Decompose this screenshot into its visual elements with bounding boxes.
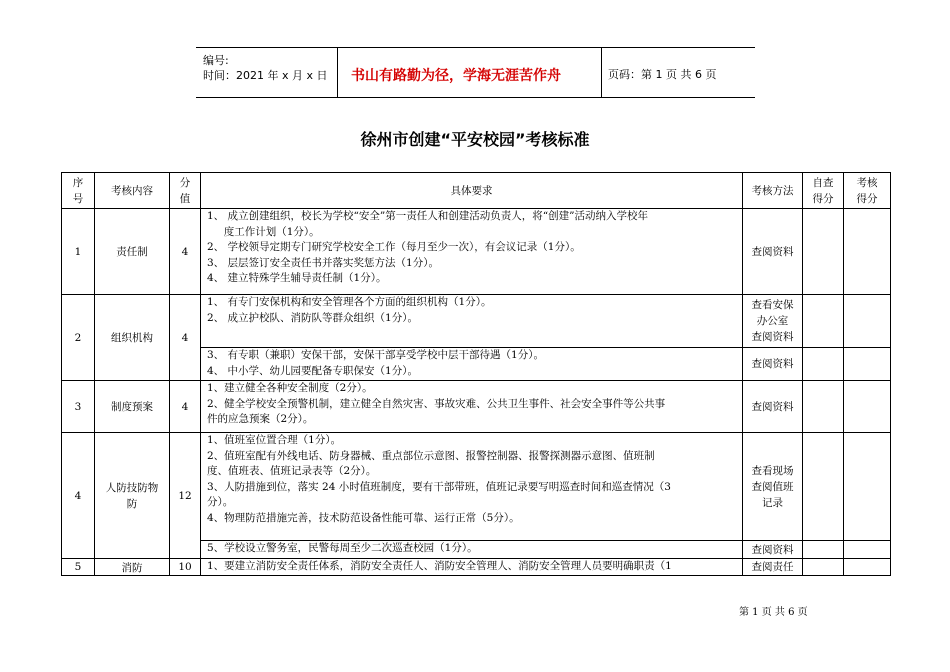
check-score-cell [844,381,891,433]
check-score-cell [844,541,891,559]
document-title: 徐州市创建“平安校园”考核标准 [360,130,590,149]
self-score-cell [803,433,844,541]
table-row [62,295,891,348]
row-requirements: 5、学校设立警务室，民警每周至少二次巡查校园（1分）。 [201,541,743,559]
self-score-cell [803,295,844,348]
row-method: 查阅资料 [743,209,803,295]
header-method: 考核方法 [743,173,803,209]
row-method: 查阅资料 [743,541,803,559]
row-method: 查看现场 查阅值班 记录 [743,433,803,541]
time-label: 时间：2021 年 x 月 x 日 [203,69,328,82]
row-method: 查阅资料 [743,348,803,381]
header-score: 分 值 [170,173,201,209]
table-row [62,381,891,433]
row-requirements: 3、 有专职（兼职）安保干部，安保干部享受学校中层干部待遇（1分）。 4、 中小学、幼儿园要配备专职保安（1分）。 [201,348,743,381]
table-header-row [62,173,891,209]
check-score-cell [844,559,891,576]
self-score-cell [803,559,844,576]
header-motto-cell [337,48,602,97]
header-self-score: 自查 得分 [803,173,844,209]
standards-table [61,172,891,576]
row-no: 4 [62,433,95,559]
check-score-cell [844,295,891,348]
self-score-cell [803,348,844,381]
row-requirements: 1、建立健全各种安全制度（2分）。 2、健全学校安全预警机制，建立健全自然灾害、事故灾难、公共卫生事件、社会安全事件等公共事 件的应急预案（2分）。 [201,381,743,433]
row-requirements: 1、值班室位置合理（1分）。 2、值班室配有外线电话、防身器械、重点部位示意图、报警控制器、报警探测器示意图、值班制 度、值班表、值班记录表等（2分）。 3、人防措施到位，落实 24 小时值班制度，要有干部带班，值班记录要写明巡查时间和巡查情况（3 分）。 4、物理防范措施完善，技术防范设备性能可靠、运行正常（5分）。 [201,433,743,541]
table-row [62,559,891,576]
row-content: 责任制 [95,209,170,295]
table-row [62,433,891,541]
header-page-cell [601,48,755,97]
row-requirements: 1、 有专门安保机构和安全管理各个方面的组织机构（1分）。 2、 成立护校队、消防队等群众组织（1分）。 [201,295,743,348]
check-score-cell [844,348,891,381]
row-requirements: 1、 成立创建组织，校长为学校“安全”第一责任人和创建活动负责人，将“创建”活动纳入学校年 度工作计划（1分）。 2、 学校领导定期专门研究学校安全工作（每月至少一次），有会议记录（1分）。 3、 层层签订安全责任书并落实奖惩方法（1分）。 4、 建立特殊学生辅导责任制（1分）。 [201,209,743,295]
self-score-cell [803,541,844,559]
motto-text: 书山有路勤为径，学海无涯苦作舟 [351,68,561,84]
header-content: 考核内容 [95,173,170,209]
row-content: 组织机构 [95,295,170,381]
row-method: 查阅资料 [743,381,803,433]
page-footer: 第 1 页 共 6 页 [739,607,808,618]
row-content: 消防 [95,559,170,576]
row-no: 1 [62,209,95,295]
row-no: 2 [62,295,95,381]
document-header [196,47,755,98]
header-meta [196,48,337,97]
header-requirement: 具体要求 [201,173,743,209]
row-score: 4 [170,295,201,381]
row-score: 4 [170,209,201,295]
row-no: 3 [62,381,95,433]
row-method: 查看安保 办公室 查阅资料 [743,295,803,348]
header-no: 序 号 [62,173,95,209]
row-method: 查阅责任 [743,559,803,576]
row-score: 12 [170,433,201,559]
self-score-cell [803,209,844,295]
row-no: 5 [62,559,95,576]
row-score: 10 [170,559,201,576]
self-score-cell [803,381,844,433]
row-content: 人防技防物 防 [95,433,170,559]
page-info: 页码：第 1 页 共 6 页 [608,68,717,81]
row-score: 4 [170,381,201,433]
header-check-score: 考核 得分 [844,173,891,209]
table-row [62,209,891,295]
row-content: 制度预案 [95,381,170,433]
row-requirements: 1、要建立消防安全责任体系，消防安全责任人、消防安全管理人、消防安全管理人员要明确职责（1 [201,559,743,576]
number-label: 编号: [203,54,229,67]
check-score-cell [844,433,891,541]
check-score-cell [844,209,891,295]
